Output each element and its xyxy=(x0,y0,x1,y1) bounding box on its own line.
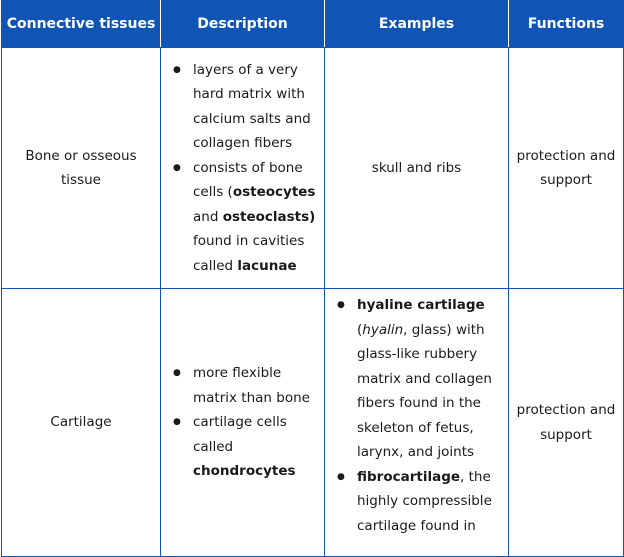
header-row xyxy=(2,1,624,48)
examples-list xyxy=(333,293,504,538)
examples-cell-cartilage xyxy=(325,289,509,557)
header-connective-tissues: Connective tissues xyxy=(2,1,161,48)
description-list xyxy=(169,58,320,279)
table-row-bone xyxy=(2,48,624,289)
connective-tissue-table xyxy=(1,0,624,557)
list-item: ● fibrocartilage, the highly compressible cartilage found in xyxy=(333,465,504,539)
header-description: Description xyxy=(161,1,325,48)
tissue-cell-cartilage: Cartilage xyxy=(2,289,161,557)
header-functions: Functions xyxy=(509,1,624,48)
list-item: ● more flexible matrix than bone xyxy=(169,361,320,410)
description-cell-bone xyxy=(161,48,325,289)
description-list xyxy=(169,361,320,484)
functions-cell-bone: protection and support xyxy=(509,48,624,289)
functions-cell-cartilage: protection and support xyxy=(509,289,624,557)
list-item: ● hyaline cartilage (hyalin, glass) with glass-like rubbery matrix and collagen fibers found in the skeleton of fetus, larynx, and joints xyxy=(333,293,504,465)
examples-cell-bone: skull and ribs xyxy=(325,48,509,289)
list-item: ● consists of bone cells (osteocytes and osteoclasts) found in cavities called lacunae xyxy=(169,156,320,279)
description-cell-cartilage xyxy=(161,289,325,557)
list-item: ● cartilage cells called chondrocytes xyxy=(169,410,320,484)
table-row-cartilage xyxy=(2,289,624,557)
header-examples: Examples xyxy=(325,1,509,48)
tissue-cell-bone: Bone or osseous tissue xyxy=(2,48,161,289)
list-item: ● layers of a very hard matrix with calcium salts and collagen fibers xyxy=(169,58,320,156)
